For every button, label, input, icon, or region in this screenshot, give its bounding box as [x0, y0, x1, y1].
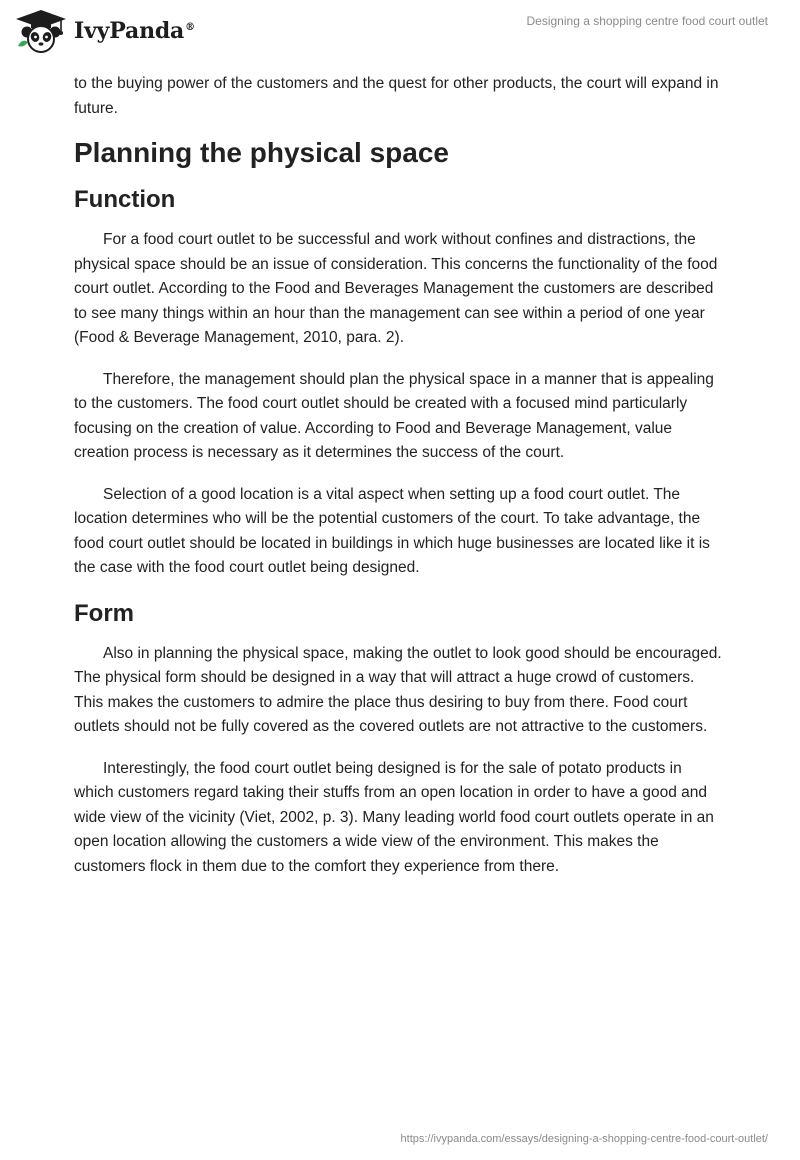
- page-header: [0, 0, 800, 70]
- essay-content: [74, 72, 724, 896]
- brand-name: IvyPanda®: [74, 18, 195, 44]
- form-paragraph-2: Interestingly, the food court outlet being designed is for the sale of potato products in which customers regard taking their stuffs from an open location in order to have a good and wide view of the vicinity (Viet, 2002, p. 3). Many leading world food court outlets operate in an open location allowing the customers a wide view of the environment. This makes the customers flock in them due to the comfort they experience from there.: [74, 759, 714, 875]
- intro-paragraph: to the buying power of the customers and the quest for other products, the court will expand in future.: [74, 75, 719, 117]
- panda-graduate-icon: [14, 8, 68, 54]
- form-heading: Form: [74, 599, 134, 627]
- source-url[interactable]: https://ivypanda.com/essays/designing-a-shopping-centre-food-court-outlet/: [400, 1133, 768, 1145]
- brand-logo[interactable]: [14, 8, 195, 54]
- form-paragraph-1: Also in planning the physical space, making the outlet to look good should be encouraged. The physical form should be designed in a way that will attract a huge crowd of customers. This makes the customers to admire the place thus desiring to buy from there. Food court outlets should not be fully covered as the covered outlets are not attractive to the customers.: [74, 644, 722, 735]
- function-paragraph-2: Therefore, the management should plan the physical space in a manner that is appealing to the customers. The food court outlet should be created with a focused mind particularly focusing on the creation of value. According to Food and Beverage Management, value creation process is necessary as it determines the success of the court.: [74, 370, 714, 461]
- section-title: Planning the physical space: [74, 137, 450, 168]
- function-paragraph-1: For a food court outlet to be successful and work without confines and distractions, the physical space should be an issue of consideration. This concerns the functionality of the food court outlet. According to the Food and Beverages Management the customers are described to see many things within an hour than the management can see within a period of one year (Food & Beverage Management, 2010, para. 2).: [74, 231, 718, 346]
- document-title: Designing a shopping centre food court outlet: [526, 14, 768, 28]
- function-heading: Function: [74, 186, 176, 213]
- function-paragraph-3: Selection of a good location is a vital aspect when setting up a food court outlet. The location determines who will be the potential customers of the court. To take advantage, the food court outlet should be located in buildings in which huge businesses are located like it is the case with the food court outlet being designed.: [74, 485, 710, 576]
